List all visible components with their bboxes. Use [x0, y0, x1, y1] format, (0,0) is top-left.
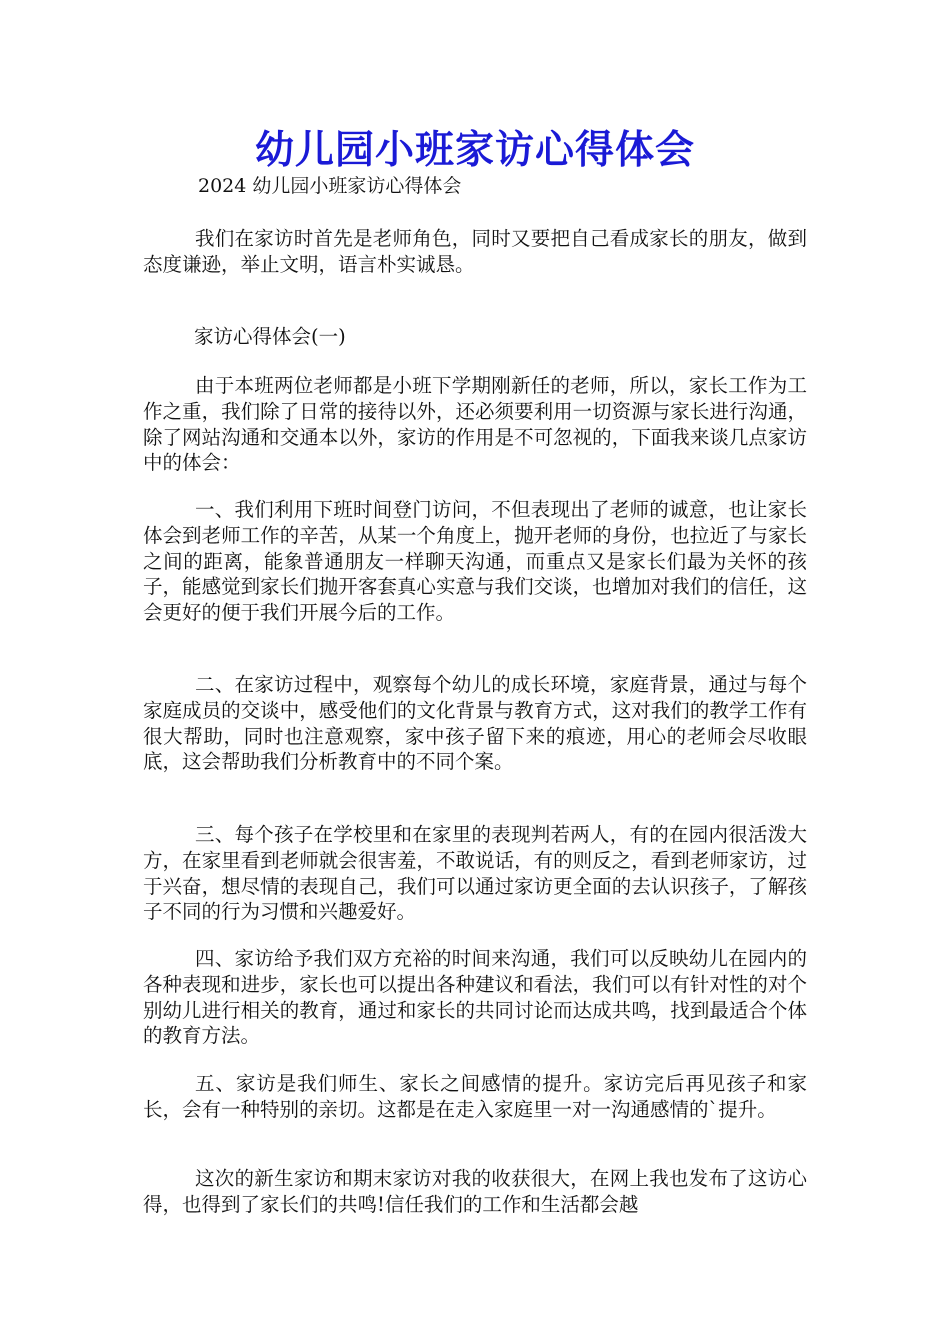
- body-paragraph: 二、在家访过程中，观察每个幼儿的成长环境，家庭背景，通过与每个家庭成员的交谈中，感受他们的文化背景与教育方式，这对我们的教学工作有很大帮助，同时也注意观察，家中孩子留下来的痕迹，用心的老师会尽收眼底，这会帮助我们分析教育中的不同个案。: [143, 673, 807, 774]
- body-paragraph: 由于本班两位老师都是小班下学期刚新任的老师，所以，家长工作为工作之重，我们除了日常的接待以外，还必须要利用一切资源与家长进行沟通，除了网站沟通和交通本以外，家访的作用是不可忽视的，下面我来谈几点家访中的体会：: [143, 374, 807, 475]
- body-paragraph: 四、家访给予我们双方充裕的时间来沟通，我们可以反映幼儿在园内的各种表现和进步，家长也可以提出各种建议和看法，我们可以有针对性的对个别幼儿进行相关的教育，通过和家长的共同讨论而达成共鸣，找到最适合个体的教育方法。: [143, 947, 807, 1048]
- section-heading: 家访心得体会(一): [194, 325, 346, 348]
- body-paragraph: 这次的新生家访和期末家访对我的收获很大，在网上我也发布了这访心得，也得到了家长们的共鸣!信任我们的工作和生活都会越: [143, 1167, 807, 1216]
- intro-paragraph: 我们在家访时首先是老师角色，同时又要把自己看成家长的朋友，做到态度谦逊，举止文明，语言朴实诚恳。: [143, 227, 807, 276]
- body-paragraph: 三、每个孩子在学校里和在家里的表现判若两人，有的在园内很活泼大方，在家里看到老师就会很害羞，不敢说话，有的则反之，看到老师家访，过于兴奋，想尽情的表现自己，我们可以通过家访更全面的去认识孩子，了解孩子不同的行为习惯和兴趣爱好。: [143, 823, 807, 924]
- body-paragraph: 一、我们利用下班时间登门访问，不但表现出了老师的诚意，也让家长体会到老师工作的辛苦，从某一个角度上，抛开老师的身份，也拉近了与家长之间的距离，能象普通朋友一样聊天沟通，而重点又是家长们最为关怀的孩子，能感觉到家长们抛开客套真心实意与我们交谈，也增加对我们的信任，这会更好的便于我们开展今后的工作。: [143, 498, 807, 625]
- document-title: 幼儿园小班家访心得体会: [254, 127, 695, 173]
- document-subtitle: 2024 幼儿园小班家访心得体会: [198, 175, 462, 197]
- body-paragraph: 五、家访是我们师生、家长之间感情的提升。家访完后再见孩子和家长，会有一种特别的亲切。这都是在走入家庭里一对一沟通感情的`提升。: [143, 1072, 807, 1121]
